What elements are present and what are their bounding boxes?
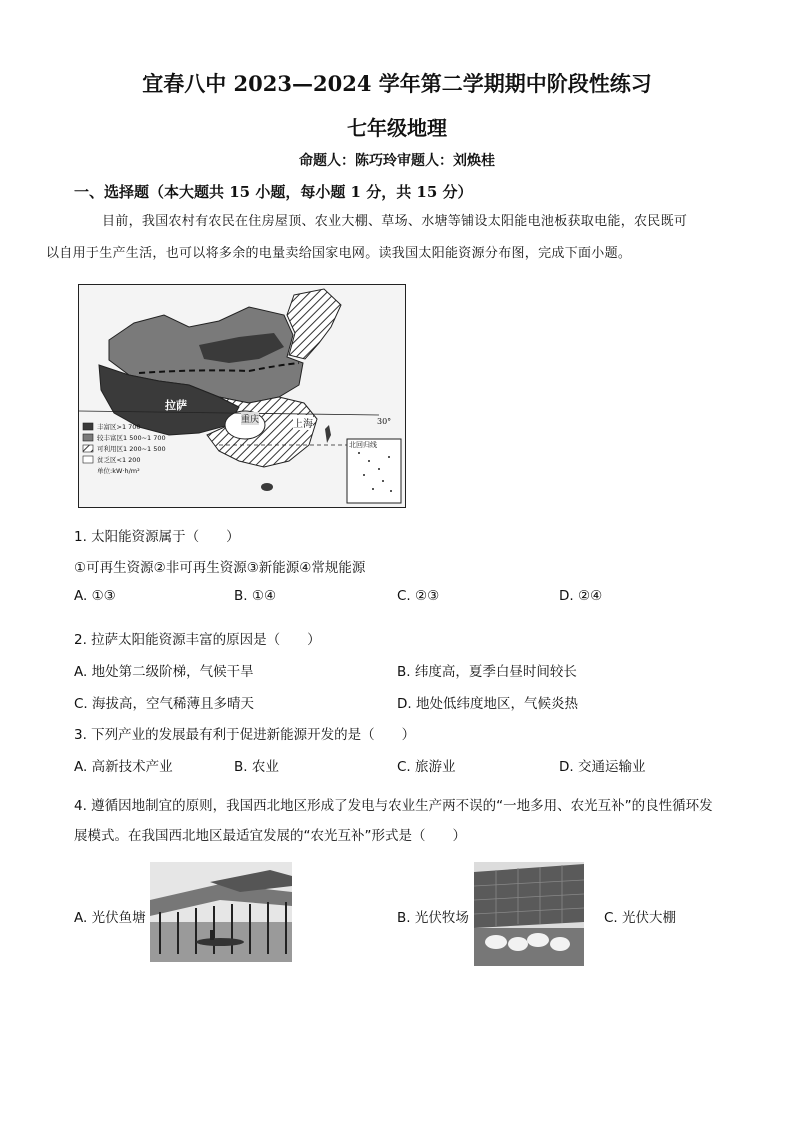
label-lhasa: 拉萨 [165, 399, 187, 412]
intro-paragraph [46, 206, 724, 270]
question-3-option-c[interactable]: C. 旅游业 [397, 759, 456, 775]
legend-rich: 丰富区>1 700 [97, 423, 141, 431]
intro-line-1: 目前，我国农村有农民在住房屋顶、农业大棚、草场、水塘等铺设太阳能电池板获取电能，农民既可 [102, 214, 688, 229]
question-3-stem: 3. 下列产业的发展最有利于促进新能源开发的是（ ） [74, 727, 416, 743]
solar-resource-map [78, 284, 406, 508]
question-1-option-a[interactable]: A. ①③ [74, 588, 116, 604]
question-1-option-c[interactable]: C. ②③ [397, 588, 440, 604]
question-4-option-b[interactable]: B. 光伏牧场 [397, 910, 469, 926]
question-2-option-c[interactable]: C. 海拔高，空气稀薄且多晴天 [74, 696, 255, 712]
question-2-option-a[interactable]: A. 地处第二级阶梯，气候干旱 [74, 664, 254, 680]
photo-pasture-svg [474, 862, 584, 966]
question-1-option-d[interactable]: D. ②④ [559, 588, 603, 604]
question-3-option-a[interactable]: A. 高新技术产业 [74, 759, 173, 775]
question-4-option-a[interactable]: A. 光伏鱼塘 [74, 910, 146, 926]
exam-title: 宜春八中 2023—2024 学年第二学期期中阶段性练习 [142, 71, 652, 96]
question-1-stem: 1. 太阳能资源属于（ ） [74, 529, 240, 545]
photo-solar-fishpond [150, 862, 292, 962]
map-legend [97, 422, 166, 477]
question-3-option-d[interactable]: D. 交通运输业 [559, 759, 646, 775]
exam-subtitle: 七年级地理 [347, 116, 447, 140]
label-shanghai: 上海 [293, 415, 313, 430]
label-tropic: 北回归线 [349, 441, 377, 449]
question-2-stem: 2. 拉萨太阳能资源丰富的原因是（ ） [74, 632, 321, 648]
section-heading: 一、选择题（本大题共 15 小题，每小题 1 分，共 15 分） [74, 183, 473, 201]
intro-line-2: 以自用于生产生活，也可以将多余的电量卖给国家电网。读我国太阳能资源分布图，完成下面小题。 [46, 246, 632, 261]
question-2-option-d[interactable]: D. 地处低纬度地区，气候炎热 [397, 696, 578, 712]
label-30-degree: 30° [377, 417, 392, 426]
legend-poor: 贫乏区<1 200 [97, 456, 141, 464]
label-chongqing: 重庆 [241, 412, 259, 425]
legend-usable: 可利用区1 200~1 500 [97, 445, 166, 453]
photo-solar-pasture [474, 862, 584, 966]
photo-fishpond-svg [150, 862, 292, 962]
legend-unit: 单位:kW·h/m² [97, 467, 140, 475]
question-1-sub: ①可再生资源②非可再生资源③新能源④常规能源 [74, 560, 366, 576]
legend-fairly-rich: 较丰富区1 500~1 700 [97, 434, 166, 442]
question-4-option-c[interactable]: C. 光伏大棚 [604, 910, 677, 926]
question-2-option-b[interactable]: B. 纬度高，夏季白昼时间较长 [397, 664, 577, 680]
question-1-option-b[interactable]: B. ①④ [234, 588, 277, 604]
exam-authors: 命题人：陈巧玲审题人：刘焕桂 [299, 153, 495, 169]
question-4-stem: 4. 遵循因地制宜的原则，我国西北地区形成了发电与农业生产两不误的“一地多用、农光互补”的良性循环发展模式。在我国西北地区最适宜发展的“农光互补”形式是（ ） [74, 798, 713, 844]
question-3-option-b[interactable]: B. 农业 [234, 759, 279, 775]
